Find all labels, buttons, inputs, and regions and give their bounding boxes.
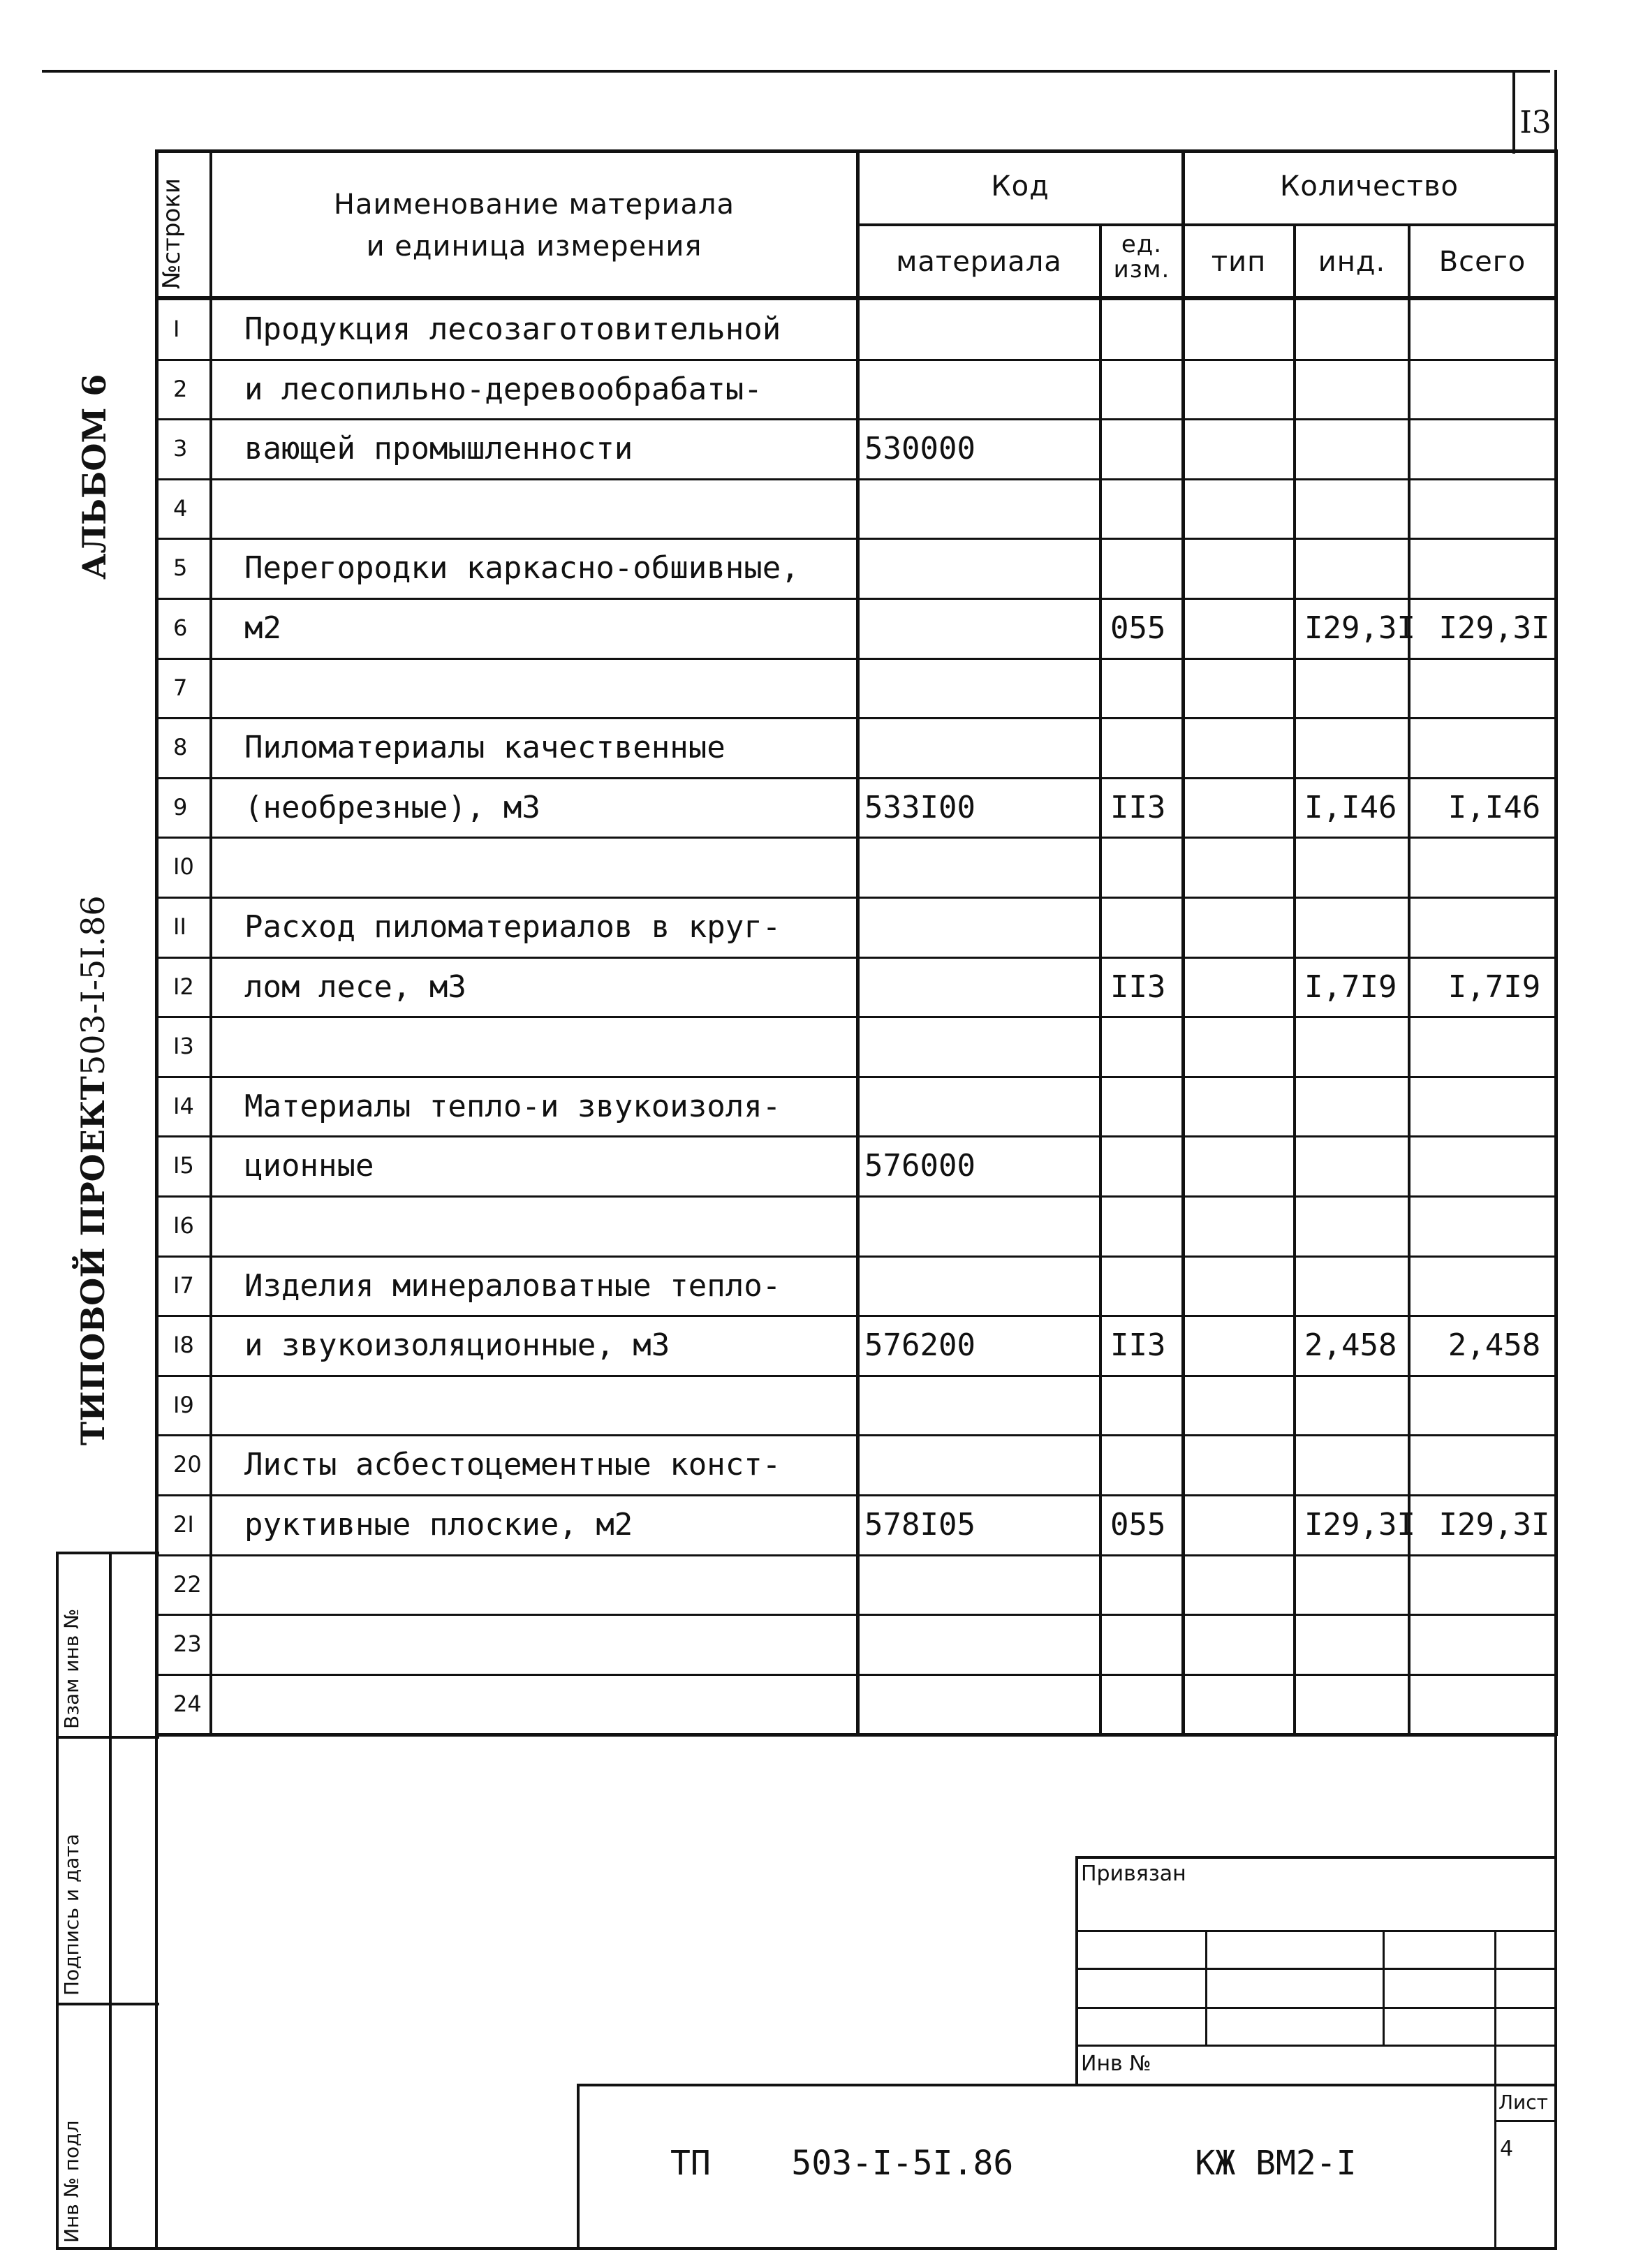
unit-code: II3: [1110, 790, 1166, 825]
row-number: 4: [173, 495, 188, 522]
material-name: м2: [244, 610, 281, 646]
material-name: Пиломатериалы качественные: [244, 730, 725, 765]
material-name: (необрезные), м3: [244, 790, 540, 825]
row-number: I7: [173, 1272, 194, 1299]
row-number: I2: [173, 973, 194, 1000]
header-ind: инд.: [1318, 246, 1386, 278]
material-name: Перегородки каркасно-обшивные,: [244, 550, 800, 586]
document-code: ТП 503-I-5I.86 КЖ ВМ2-I: [670, 2144, 1357, 2183]
sheet-number: 4: [1500, 2137, 1514, 2161]
header-code: Код: [991, 170, 1049, 202]
quantity-total: 2,458: [1448, 1327, 1541, 1363]
quantity-total: I,7I9: [1448, 969, 1541, 1005]
row-number: 7: [173, 675, 188, 701]
material-name: Расход пиломатериалов в круг-: [244, 909, 781, 945]
material-code: 530000: [864, 431, 975, 466]
vzam-inv-label: Взам инв №: [60, 1608, 83, 1729]
header-material: материала: [896, 246, 1062, 278]
header-total: Всего: [1438, 246, 1526, 278]
row-number: I8: [173, 1332, 194, 1358]
header-row-number: №строки: [158, 178, 186, 289]
material-name: и лесопильно-деревообрабаты-: [244, 371, 763, 407]
quantity-ind: 2,458: [1304, 1327, 1397, 1363]
row-number: 3: [173, 435, 188, 462]
quantity-ind: I29,3I: [1304, 610, 1415, 646]
quantity-total: I29,3I: [1438, 610, 1550, 646]
material-name: и звукоизоляционные, м3: [244, 1327, 670, 1363]
row-number: 6: [173, 614, 188, 641]
unit-code: II3: [1110, 1327, 1166, 1363]
row-number: 9: [173, 794, 188, 820]
signature-date-label: Подпись и дата: [60, 1834, 83, 1996]
row-number: 24: [173, 1691, 202, 1717]
unit-code: 055: [1110, 610, 1166, 646]
material-code: 533I00: [864, 790, 975, 825]
material-name: вающей промышленности: [244, 431, 633, 466]
row-number: 2I: [173, 1511, 194, 1538]
quantity-ind: I,I46: [1304, 790, 1397, 825]
header-name-line1: Наименование материала: [333, 189, 735, 221]
row-number: I9: [173, 1392, 194, 1418]
row-number: I3: [173, 1033, 194, 1059]
header-name-line2: и единица измерения: [366, 230, 702, 263]
quantity-total: I,I46: [1448, 790, 1541, 825]
unit-code: 055: [1110, 1507, 1166, 1542]
material-code: 578I05: [864, 1507, 975, 1542]
album-label: АЛЬБОМ 6: [75, 374, 113, 580]
sheet-label: Лист: [1498, 2091, 1548, 2114]
row-number: 20: [173, 1451, 202, 1478]
material-name: Материалы тепло-и звукоизоля-: [244, 1089, 781, 1124]
header-quantity: Количество: [1279, 170, 1459, 202]
header-type: тип: [1211, 246, 1267, 278]
header-unit: ед. изм.: [1113, 230, 1170, 284]
material-name: Продукция лесозаготовительной: [244, 311, 781, 347]
quantity-ind: I,7I9: [1304, 969, 1397, 1005]
unit-code: II3: [1110, 969, 1166, 1005]
row-number: 22: [173, 1571, 202, 1598]
row-number: 23: [173, 1630, 202, 1657]
row-number: 2: [173, 376, 188, 402]
row-number: II: [173, 913, 186, 940]
material-name: Изделия минераловатные тепло-: [244, 1268, 781, 1304]
quantity-ind: I29,3I: [1304, 1507, 1415, 1542]
attached-label: Привязан: [1081, 1862, 1186, 1886]
row-number: I0: [173, 853, 194, 880]
inv-no-label: Инв №: [1081, 2052, 1151, 2076]
row-number: I5: [173, 1152, 194, 1179]
quantity-total: I29,3I: [1438, 1507, 1550, 1542]
material-code: 576200: [864, 1327, 975, 1363]
row-number: I: [173, 316, 180, 342]
row-number: I4: [173, 1093, 194, 1119]
material-name: ционные: [244, 1148, 374, 1184]
page-number: I3: [1519, 105, 1552, 140]
material-name: лом лесе, м3: [244, 969, 466, 1005]
project-type-label: ТИПОВОЙ ПРОЕКТ: [74, 1076, 112, 1445]
inv-podl-label: Инв № подл: [60, 2120, 83, 2243]
row-number: I6: [173, 1212, 194, 1239]
material-name: Листы асбестоцементные конст-: [244, 1447, 781, 1482]
row-number: 8: [173, 734, 188, 760]
material-code: 576000: [864, 1148, 975, 1184]
material-name: руктивные плоские, м2: [244, 1507, 633, 1542]
project-code-side: 503-I-5I.86: [74, 895, 112, 1075]
row-number: 5: [173, 554, 188, 581]
